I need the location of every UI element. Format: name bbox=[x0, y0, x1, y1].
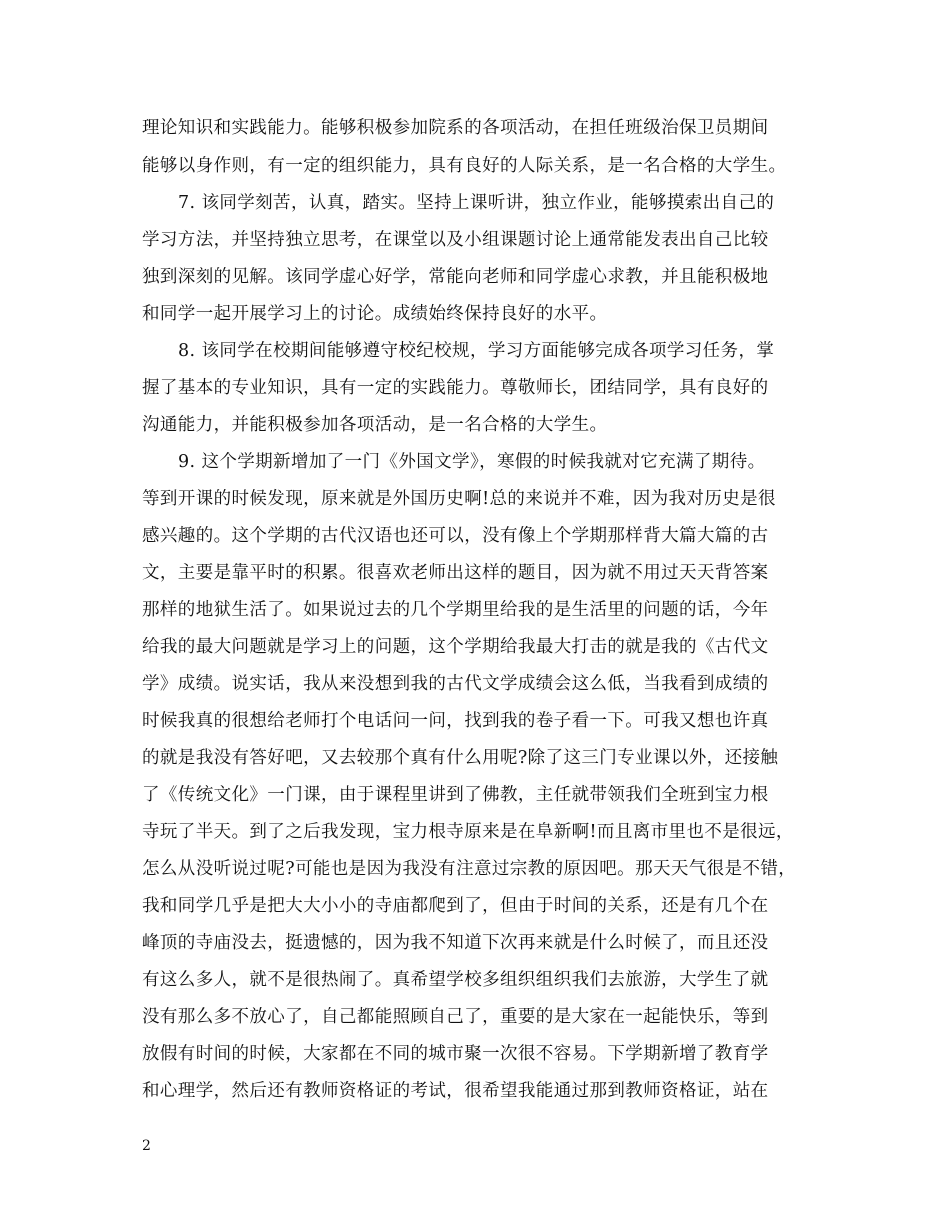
text-line: 没有那么多不放心了，自己都能照顾自己了，重要的是大家在一起能快乐，等到 bbox=[142, 1007, 769, 1027]
text-line: 沟通能力，并能积极参加各项活动，是一名合格的大学生。 bbox=[142, 415, 608, 435]
text-line: 文，主要是靠平时的积累。很喜欢老师出这样的题目，因为就不用过天天背答案 bbox=[142, 563, 769, 583]
text-line: 学》成绩。说实话，我从来没想到我的古代文学成绩会这么低，当我看到成绩的 bbox=[142, 674, 769, 694]
text-line: 8. 该同学在校期间能够遵守校纪校规，学习方面能够完成各项学习任务，掌 bbox=[178, 341, 775, 361]
text-line: 感兴趣的。这个学期的古代汉语也还可以，没有像上个学期那样背大篇大篇的古 bbox=[142, 526, 769, 546]
text-line: 等到开课的时候发现，原来就是外国历史啊!总的来说并不难，因为我对历史是很 bbox=[142, 489, 776, 509]
text-line: 握了基本的专业知识，具有一定的实践能力。尊敬师长，团结同学，具有良好的 bbox=[142, 378, 769, 398]
text-line: 9. 这个学期新增加了一门《外国文学》，寒假的时候我就对它充满了期待。 bbox=[178, 452, 766, 472]
text-line: 和心理学，然后还有教师资格证的考试，很希望我能通过那到教师资格证，站在 bbox=[142, 1081, 769, 1101]
text-line: 怎么从没听说过呢?可能也是因为我没有注意过宗教的原因吧。那天天气很是不错， bbox=[142, 859, 797, 879]
page-number: 2 bbox=[142, 1138, 151, 1154]
text-line: 寺玩了半天。到了之后我发现，宝力根寺原来是在阜新啊!而且离市里也不是很远， bbox=[142, 822, 794, 842]
text-line: 给我的最大问题就是学习上的问题，这个学期给我最大打击的就是我的《古代文 bbox=[142, 637, 769, 657]
text-line: 峰顶的寺庙没去，挺遗憾的，因为我不知道下次再来就是什么时候了，而且还没 bbox=[142, 933, 769, 953]
text-line: 学习方法，并坚持独立思考，在课堂以及小组课题讨论上通常能发表出自己比较 bbox=[142, 230, 769, 250]
text-line: 7. 该同学刻苦，认真，踏实。坚持上课听讲，独立作业，能够摸索出自己的 bbox=[178, 193, 775, 213]
text-line: 了《传统文化》一门课，由于课程里讲到了佛教，主任就带领我们全班到宝力根 bbox=[142, 785, 769, 805]
text-line: 时候我真的很想给老师打个电话问一问，找到我的卷子看一下。可我又想也许真 bbox=[142, 711, 769, 731]
text-line: 我和同学几乎是把大大小小的寺庙都爬到了，但由于时间的关系，还是有几个在 bbox=[142, 896, 769, 916]
text-line: 理论知识和实践能力。能够积极参加院系的各项活动，在担任班级治保卫员期间 bbox=[142, 118, 769, 138]
text-line: 独到深刻的见解。该同学虚心好学，常能向老师和同学虚心求教，并且能积极地 bbox=[142, 267, 769, 287]
text-line: 那样的地狱生活了。如果说过去的几个学期里给我的是生活里的问题的话，今年 bbox=[142, 600, 769, 620]
text-line: 和同学一起开展学习上的讨论。成绩始终保持良好的水平。 bbox=[142, 304, 608, 324]
text-line: 有这么多人，就不是很热闹了。真希望学校多组织组织我们去旅游，大学生了就 bbox=[142, 970, 769, 990]
text-line: 的就是我没有答好吧，又去较那个真有什么用呢?除了这三门专业课以外，还接触 bbox=[142, 748, 779, 768]
text-line: 放假有时间的时候，大家都在不同的城市聚一次很不容易。下学期新增了教育学 bbox=[142, 1044, 769, 1064]
text-line: 能够以身作则，有一定的组织能力，具有良好的人际关系，是一名合格的大学生。 bbox=[142, 156, 787, 176]
